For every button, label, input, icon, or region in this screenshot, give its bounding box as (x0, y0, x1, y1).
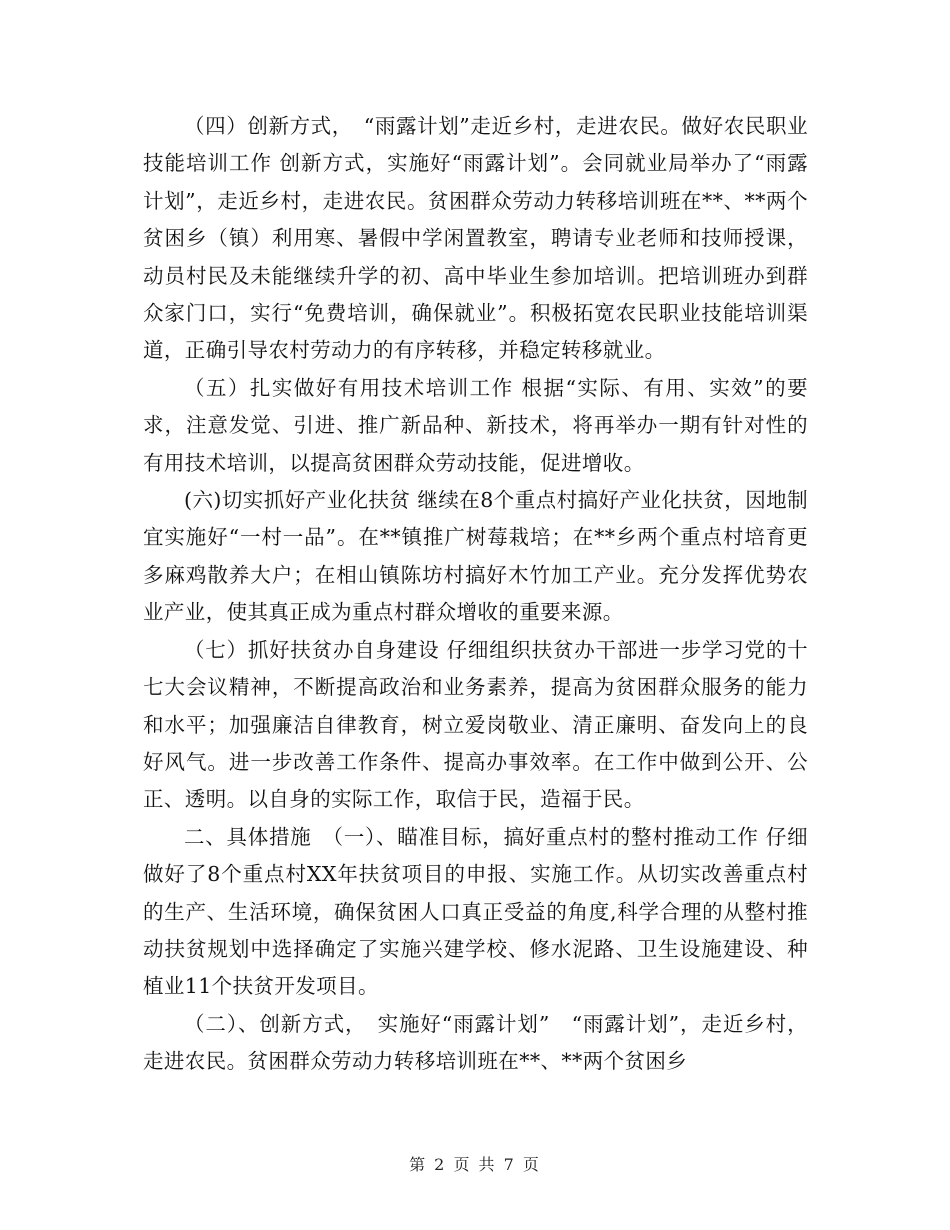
paragraph-practical-training: （五）扎实做好有用技术培训工作 根据“实际、有用、实效”的要求，注意发觉、引进、推广新品种、新技术，将再举办一期有针对性的有用技术培训，以提高贫困群众劳动技能，促进增收。 (143, 375, 808, 475)
page-number-footer: 第 2 页 共 7 页 (409, 1155, 541, 1174)
paragraph-specific-measures: 二、具体措施 （一）、瞄准目标，搞好重点村的整村推动工作 仔细做好了8个重点村XX年扶贫项目的申报、实施工作。从切实改善重点村的生产、生活环境，确保贫困人口真正受益的角度,科学合理的从整村推动扶贫规划中选择确定了实施兴建学校、修水泥路、卫生设施建设、种植业11个扶贫开发项目。 (143, 824, 808, 999)
paragraph-office-self-building: （七）抓好扶贫办自身建设 仔细组织扶贫办干部进一步学习党的十七大会议精神，不断提高政治和业务素养，提高为贫困群众服务的能力和水平；加强廉洁自律教育，树立爱岗敬业、清正廉明、奋发向上的良好风气。进一步改善工作条件、提高办事效率。在工作中做到公开、公正、透明。以自身的实际工作，取信于民，造福于民。 (143, 637, 808, 812)
paragraph-industrial-poverty-relief: (六)切实抓好产业化扶贫 继续在8个重点村搞好产业化扶贫，因地制宜实施好“一村一品”。在**镇推广树莓栽培；在**乡两个重点村培育更多麻鸡散养大户；在相山镇陈坊村搞好木竹加工产业。充分发挥优势农业产业，使其真正成为重点村群众增收的重要来源。 (143, 488, 808, 625)
paragraph-innovation-yulu: （四）创新方式， “雨露计划”走近乡村，走进农民。做好农民职业技能培训工作 创新方式，实施好“雨露计划”。会同就业局举办了“雨露计划”，走近乡村，走进农民。贫困群众劳动力转移培训班在**、**两个贫困乡（镇）利用寒、暑假中学闲置教室，聘请专业老师和技师授课，动员村民及未能继续升学的初、高中毕业生参加培训。把培训班办到群众家门口，实行“免费培训，确保就业”。积极拓宽农民职业技能培训渠道，正确引导农村劳动力的有序转移，并稳定转移就业。 (143, 114, 808, 363)
paragraph-innovation-second: （二）、创新方式， 实施好“雨露计划” “雨露计划”，走近乡村，走进农民。贫困群众劳动力转移培训班在**、**两个贫困乡 (143, 1011, 808, 1074)
document-body (143, 108, 808, 1081)
